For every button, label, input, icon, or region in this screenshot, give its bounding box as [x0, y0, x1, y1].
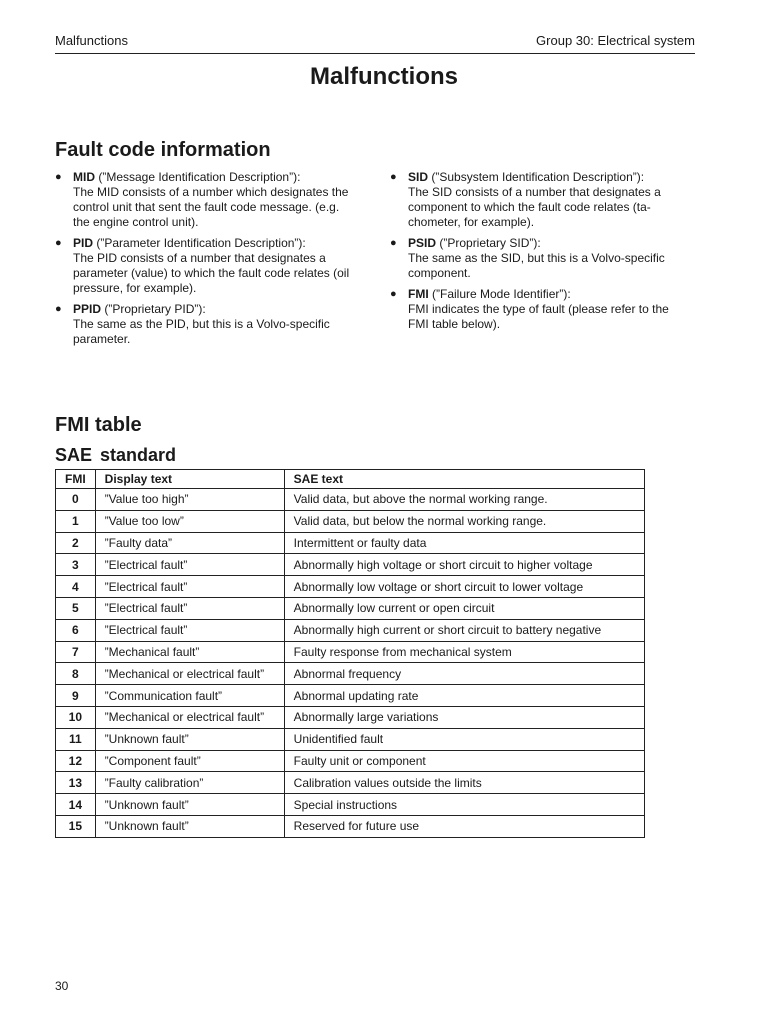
- table-row: [56, 597, 645, 619]
- fmi-code-cell: 7: [56, 641, 96, 663]
- display-text-cell: ”Component fault”: [95, 750, 284, 772]
- display-text-cell: ”Mechanical fault”: [95, 641, 284, 663]
- table-row: [56, 772, 645, 794]
- column-header-display-text: Display text: [95, 470, 284, 489]
- table-row: [56, 641, 645, 663]
- table-row: [56, 576, 645, 598]
- display-text-cell: ”Faulty data”: [95, 532, 284, 554]
- display-text-cell: ”Electrical fault”: [95, 619, 284, 641]
- fault-code-label: (”Parameter Identification Description”):: [93, 236, 306, 250]
- table-row: [56, 510, 645, 532]
- fault-code-description: The PID consists of a number that designates a parameter (value) to which the fault code relates (oil pressure, for example).: [73, 251, 350, 295]
- page-title: Malfunctions: [310, 63, 458, 90]
- fault-code-term: PSID: [408, 236, 437, 250]
- display-text-cell: ”Value too high”: [95, 489, 284, 511]
- sae-text-cell: Abnormally large variations: [284, 706, 644, 728]
- fault-code-description: The same as the PID, but this is a Volvo-specific parameter.: [73, 317, 330, 346]
- header-section-name: Malfunctions: [55, 33, 128, 48]
- fault-code-description: FMI indicates the type of fault (please refer to the FMI table below).: [408, 302, 669, 331]
- fault-code-list-right: [390, 170, 690, 338]
- fault-code-item: [55, 302, 355, 347]
- fmi-table-header-row: [56, 470, 645, 489]
- display-text-cell: ”Value too low”: [95, 510, 284, 532]
- header-group-name: Group 30: Electrical system: [536, 33, 695, 48]
- fmi-code-cell: 8: [56, 663, 96, 685]
- table-row: [56, 619, 645, 641]
- bullet-icon: ●: [55, 303, 62, 315]
- fault-code-label: (”Subsystem Identification Description”):: [428, 170, 645, 184]
- fmi-code-cell: 15: [56, 815, 96, 837]
- fmi-code-cell: 9: [56, 685, 96, 707]
- display-text-cell: ”Electrical fault”: [95, 576, 284, 598]
- fmi-code-cell: 1: [56, 510, 96, 532]
- sae-text-cell: Abnormally low voltage or short circuit to lower voltage: [284, 576, 644, 598]
- display-text-cell: ”Mechanical or electrical fault”: [95, 663, 284, 685]
- sae-text-cell: Valid data, but below the normal working range.: [284, 510, 644, 532]
- fmi-code-cell: 11: [56, 728, 96, 750]
- fmi-code-cell: 3: [56, 554, 96, 576]
- display-text-cell: ”Unknown fault”: [95, 794, 284, 816]
- sae-text-cell: Abnormal updating rate: [284, 685, 644, 707]
- table-row: [56, 663, 645, 685]
- sae-text-cell: Calibration values outside the limits: [284, 772, 644, 794]
- fault-code-item: [390, 236, 690, 281]
- display-text-cell: ”Unknown fault”: [95, 815, 284, 837]
- fault-code-info-heading: Fault code information: [55, 139, 271, 161]
- bullet-icon: ●: [390, 171, 397, 183]
- sae-text-cell: Reserved for future use: [284, 815, 644, 837]
- table-row: [56, 489, 645, 511]
- fault-code-item: [55, 236, 355, 296]
- sae-text-cell: Abnormally high voltage or short circuit to higher voltage: [284, 554, 644, 576]
- fault-code-description: The same as the SID, but this is a Volvo-specific component.: [408, 251, 665, 280]
- sae-text-cell: Abnormally low current or open circuit: [284, 597, 644, 619]
- fmi-code-cell: 2: [56, 532, 96, 554]
- table-row: [56, 750, 645, 772]
- table-row: [56, 794, 645, 816]
- sae-text-cell: Unidentified fault: [284, 728, 644, 750]
- fmi-table-body: [56, 489, 645, 838]
- fault-code-label: (”Failure Mode Identifier”):: [428, 287, 571, 301]
- table-row: [56, 532, 645, 554]
- bullet-icon: ●: [55, 171, 62, 183]
- sae-text-cell: Faulty response from mechanical system: [284, 641, 644, 663]
- fmi-code-cell: 4: [56, 576, 96, 598]
- sae-text-cell: Faulty unit or component: [284, 750, 644, 772]
- fmi-code-cell: 13: [56, 772, 96, 794]
- fault-code-term: MID: [73, 170, 95, 184]
- bullet-icon: ●: [390, 237, 397, 249]
- fault-code-list-left: [55, 170, 355, 353]
- sae-text-cell: Intermittent or faulty data: [284, 532, 644, 554]
- column-header-fmi: FMI: [56, 470, 96, 489]
- table-row: [56, 554, 645, 576]
- fault-code-description: The MID consists of a number which designates the control unit that sent the fault code message. (e.g. the engine control unit).: [73, 185, 349, 229]
- sae-text-cell: Abnormal frequency: [284, 663, 644, 685]
- bullet-icon: ●: [55, 237, 62, 249]
- fault-code-item: [55, 170, 355, 230]
- running-header: [55, 33, 695, 54]
- table-row: [56, 815, 645, 837]
- fault-code-term: PPID: [73, 302, 102, 316]
- sae-text-cell: Valid data, but above the normal working range.: [284, 489, 644, 511]
- fmi-code-cell: 14: [56, 794, 96, 816]
- fmi-table-heading: FMI table: [55, 414, 142, 436]
- fmi-code-cell: 0: [56, 489, 96, 511]
- fault-code-item: [390, 170, 690, 230]
- bullet-icon: ●: [390, 288, 397, 300]
- display-text-cell: ”Communication fault”: [95, 685, 284, 707]
- column-header-sae-text: SAE text: [284, 470, 644, 489]
- table-row: [56, 706, 645, 728]
- sae-text-cell: Abnormally high current or short circuit to battery negative: [284, 619, 644, 641]
- fmi-code-cell: 6: [56, 619, 96, 641]
- fault-code-term: PID: [73, 236, 94, 250]
- display-text-cell: ”Electrical fault”: [95, 554, 284, 576]
- display-text-cell: ”Electrical fault”: [95, 597, 284, 619]
- table-row: [56, 728, 645, 750]
- fmi-table: [55, 469, 645, 838]
- fmi-code-cell: 12: [56, 750, 96, 772]
- sae-text-cell: Special instructions: [284, 794, 644, 816]
- fault-code-label: (”Proprietary PID”):: [101, 302, 206, 316]
- display-text-cell: ”Unknown fault”: [95, 728, 284, 750]
- fault-code-term: SID: [408, 170, 429, 184]
- fault-code-term: FMI: [408, 287, 429, 301]
- table-row: [56, 685, 645, 707]
- sae-standard-subheading: SAE standard: [55, 445, 177, 465]
- page-number: 30: [55, 979, 69, 993]
- fmi-code-cell: 10: [56, 706, 96, 728]
- fault-code-item: [390, 287, 690, 332]
- display-text-cell: ”Mechanical or electrical fault”: [95, 706, 284, 728]
- fault-code-label: (”Proprietary SID”):: [436, 236, 541, 250]
- fault-code-description: The SID consists of a number that designates a component to which the fault code relates (ta-chometer, for example).: [408, 185, 661, 229]
- fmi-code-cell: 5: [56, 597, 96, 619]
- fault-code-label: (”Message Identification Description”):: [95, 170, 301, 184]
- display-text-cell: ”Faulty calibration”: [95, 772, 284, 794]
